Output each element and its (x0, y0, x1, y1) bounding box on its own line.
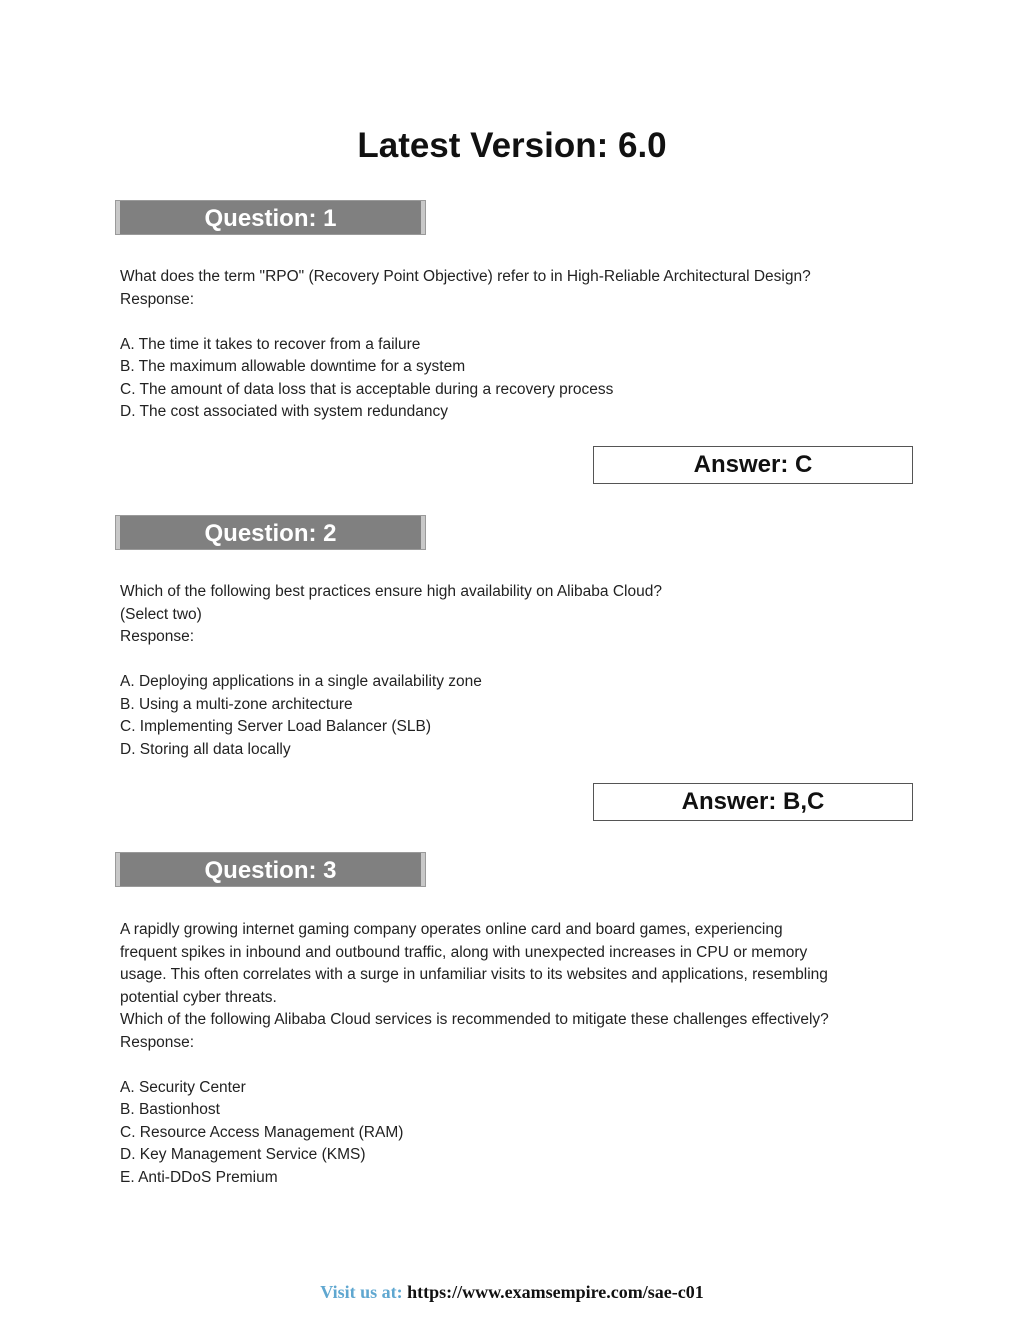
question-1-banner: Question: 1 (115, 200, 426, 235)
question-3-text-line: usage. This often correlates with a surge in unfamiliar visits to its websites and applications, resembling (120, 966, 828, 983)
question-1-option-b: B. The maximum allowable downtime for a system (120, 358, 466, 375)
question-1-option-a: A. The time it takes to recover from a failure (120, 335, 421, 353)
question-3-option-e: E. Anti-DDoS Premium (120, 1168, 278, 1186)
question-2-option-b: B. Using a multi-zone architecture (120, 695, 353, 713)
question-2-text-line: Which of the following best practices ensure high availability on Alibaba Cloud? (120, 583, 662, 600)
question-3-option-d: D. Key Management Service (KMS) (120, 1146, 366, 1163)
question-3-option-b: B. Bastionhost (120, 1101, 220, 1118)
question-1-option-c: C. The amount of data loss that is acceptable during a recovery process (120, 380, 614, 398)
footer (0, 1282, 1024, 1303)
question-2-text-line: Response: (120, 628, 195, 645)
question-3-text-line: potential cyber threats. (120, 988, 277, 1006)
page-title: Latest Version: 6.0 (357, 126, 667, 165)
question-3-option-a: A. Security Center (120, 1078, 246, 1096)
question-2-option-c: C. Implementing Server Load Balancer (SLB) (120, 718, 432, 735)
footer-url-link[interactable]: https://www.examsempire.com/sae-c01 (407, 1282, 704, 1302)
question-3-text-line: A rapidly growing internet gaming company operates online card and board games, experiencing (120, 921, 783, 938)
question-3-text-line: Which of the following Alibaba Cloud services is recommended to mitigate these challenges effectively? (120, 1011, 829, 1028)
question-2-answer-box: Answer: B,C (593, 783, 913, 821)
question-1-text-line: What does the term "RPO" (Recovery Point Objective) refer to in High-Reliable Architectural Design? (120, 268, 811, 285)
question-2-text-line: (Select two) (120, 605, 202, 623)
question-1-answer-box: Answer: C (593, 446, 913, 484)
question-1-option-d: D. The cost associated with system redundancy (120, 403, 448, 420)
question-3-body (120, 919, 910, 1189)
question-2-option-a: A. Deploying applications in a single availability zone (120, 673, 482, 690)
footer-visit-label: Visit us at: (320, 1282, 403, 1302)
question-2-body (120, 581, 910, 761)
question-2-banner: Question: 2 (115, 515, 426, 550)
question-3-banner: Question: 3 (115, 852, 426, 887)
question-1-text-line: Response: (120, 290, 195, 308)
question-3-text-line: Response: (120, 1033, 195, 1051)
question-3-text-line: frequent spikes in inbound and outbound traffic, along with unexpected increases in CPU or memory (120, 943, 808, 961)
question-2-option-d: D. Storing all data locally (120, 740, 291, 758)
question-3-option-c: C. Resource Access Management (RAM) (120, 1123, 404, 1141)
question-1-body (120, 266, 910, 424)
